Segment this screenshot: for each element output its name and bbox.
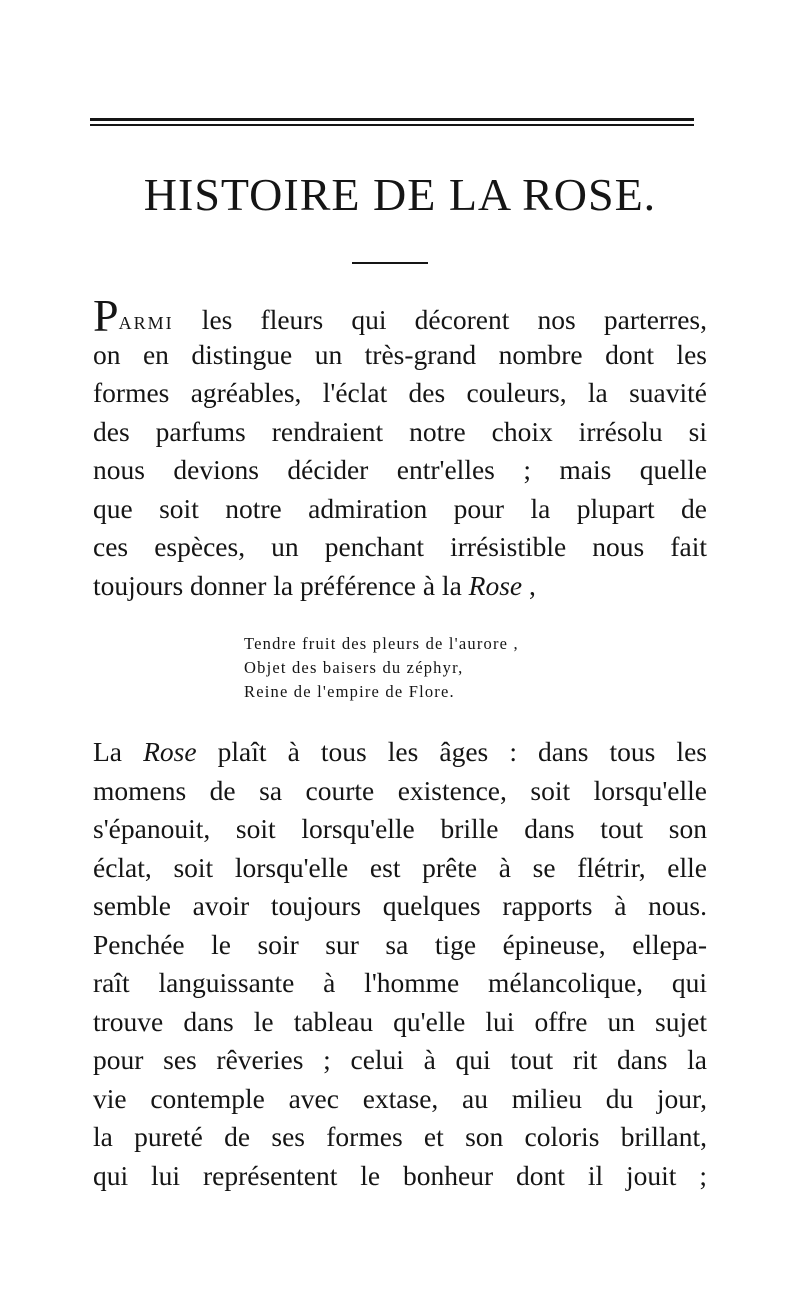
rule-line-thin (90, 124, 694, 126)
text-line: s'épanouit, soit lorsqu'elle brille dans tout son (93, 813, 707, 844)
paragraph-2 (93, 733, 707, 1195)
text-line: on en distingue un très-grand nombre dont les (93, 338, 707, 370)
text-line: nous devions décider entr'elles ; mais quelle (93, 454, 707, 485)
text-line: vie contemple avec extase, au milieu du jour, (93, 1082, 707, 1114)
paragraph-1-last-line (93, 567, 707, 606)
text-line: raît languissante à l'homme mélancolique, qui (93, 967, 707, 998)
text-fragment: La (93, 736, 144, 767)
verse-quote (244, 632, 519, 704)
text-line: pour ses rêveries ; celui à qui tout rit dans la (93, 1044, 707, 1075)
text-line: qui lui représentent le bonheur dont il jouit ; (93, 1159, 707, 1191)
text-line: que soit notre admiration pour la plupart de (93, 492, 707, 524)
chapter-title: HISTOIRE DE LA ROSE. (143, 169, 657, 220)
paragraph-2-line-1 (93, 733, 707, 772)
verse-line: Objet des baisers du zéphyr, (244, 658, 464, 677)
text-line: Penchée le soir sur sa tige épineuse, ellepa- (93, 928, 707, 960)
text-line: éclat, soit lorsqu'elle est prête à se flétrir, elle (93, 851, 707, 883)
paragraph-1 (93, 290, 707, 605)
text-line: momens de sa courte existence, soit lorsqu'elle (93, 774, 707, 806)
text-fragment: toujours donner la préférence à la (93, 569, 469, 601)
paragraph-1-line-1 (93, 290, 707, 341)
text-line: la pureté de ses formes et son coloris brillant, (93, 1121, 707, 1152)
text-fragment: plaît à tous les âges : dans tous les (196, 736, 707, 767)
drop-cap: P (93, 290, 119, 341)
text-line: ces espèces, un penchant irrésistible nous fait (93, 531, 707, 562)
rule-line-thick (90, 118, 694, 121)
verse-line: Reine de l'empire de Flore. (244, 682, 455, 701)
title-separator-rule (352, 262, 428, 264)
text-line: les fleurs qui décorent nos parterres, (173, 304, 707, 335)
text-line: formes agréables, l'éclat des couleurs, la suavité (93, 377, 707, 408)
italic-word: Rose (143, 736, 197, 767)
text-fragment: , (522, 569, 536, 601)
italic-word: Rose (468, 569, 523, 601)
text-line: semble avoir toujours quelques rapports à nous. (93, 890, 707, 921)
verse-line: Tendre fruit des pleurs de l'aurore , (244, 634, 519, 653)
text-line: des parfums rendraient notre choix irrésolu si (93, 415, 707, 447)
small-caps-word: ARMI (118, 313, 174, 333)
ornamental-top-rule (90, 118, 694, 128)
text-line: trouve dans le tableau qu'elle lui offre un sujet (93, 1005, 707, 1037)
